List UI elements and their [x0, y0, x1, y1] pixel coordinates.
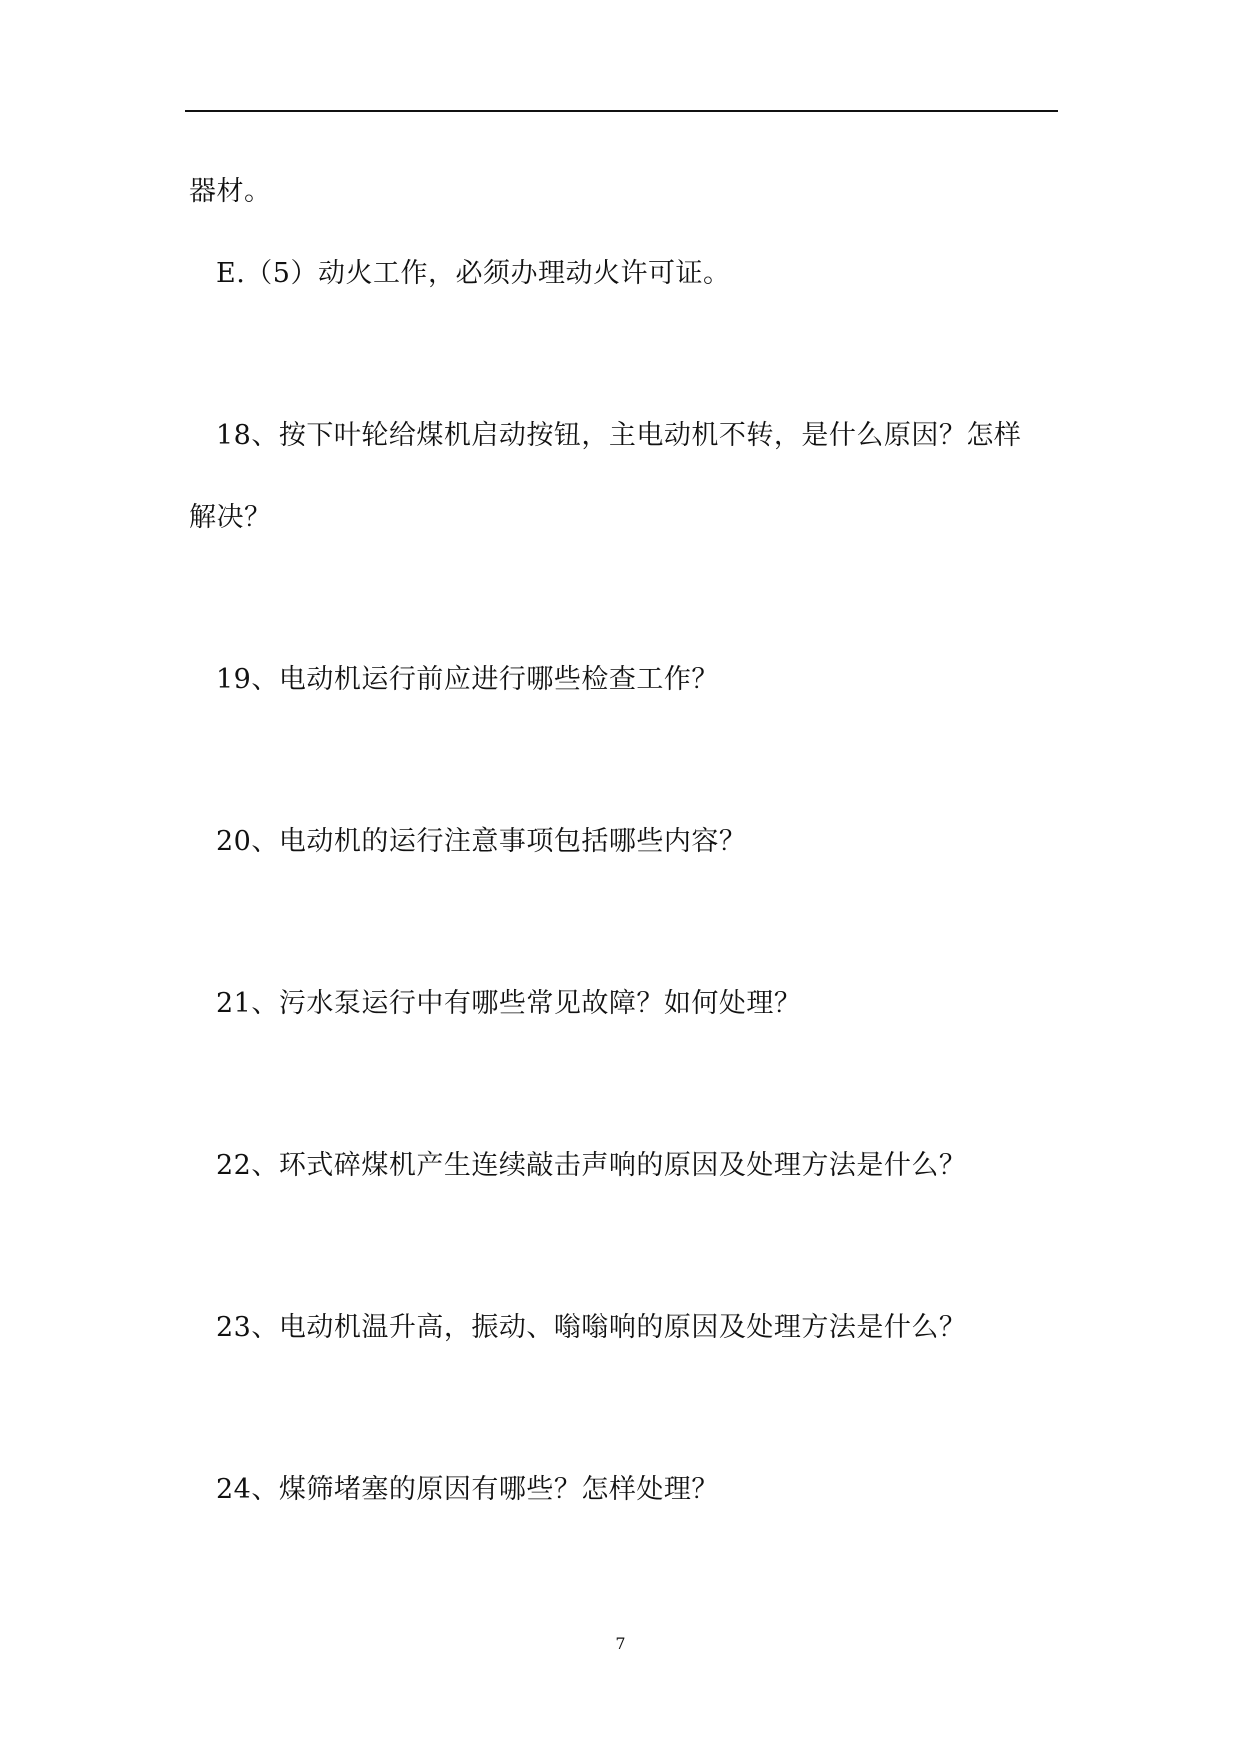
page-number: 7	[615, 1634, 626, 1653]
question-23: 23、电动机温升高，振动、嗡嗡响的原因及处理方法是什么？	[216, 1312, 967, 1343]
question-20: 20、电动机的运行注意事项包括哪些内容？	[216, 826, 747, 857]
question-19: 19、电动机运行前应进行哪些检查工作？	[216, 664, 719, 695]
text-line: 器材。	[189, 176, 272, 207]
question-18-line-1: 18、按下叶轮给煤机启动按钮，主电动机不转，是什么原因？怎样	[216, 420, 1022, 451]
text-line: E.（5）动火工作，必须办理动火许可证。	[216, 258, 731, 289]
header-rule	[185, 110, 1058, 112]
question-21: 21、污水泵运行中有哪些常见故障？如何处理？	[216, 988, 802, 1019]
question-24: 24、煤筛堵塞的原因有哪些？怎样处理？	[216, 1474, 719, 1505]
question-18-line-2: 解决？	[189, 502, 272, 533]
question-22: 22、环式碎煤机产生连续敲击声响的原因及处理方法是什么？	[216, 1150, 967, 1181]
